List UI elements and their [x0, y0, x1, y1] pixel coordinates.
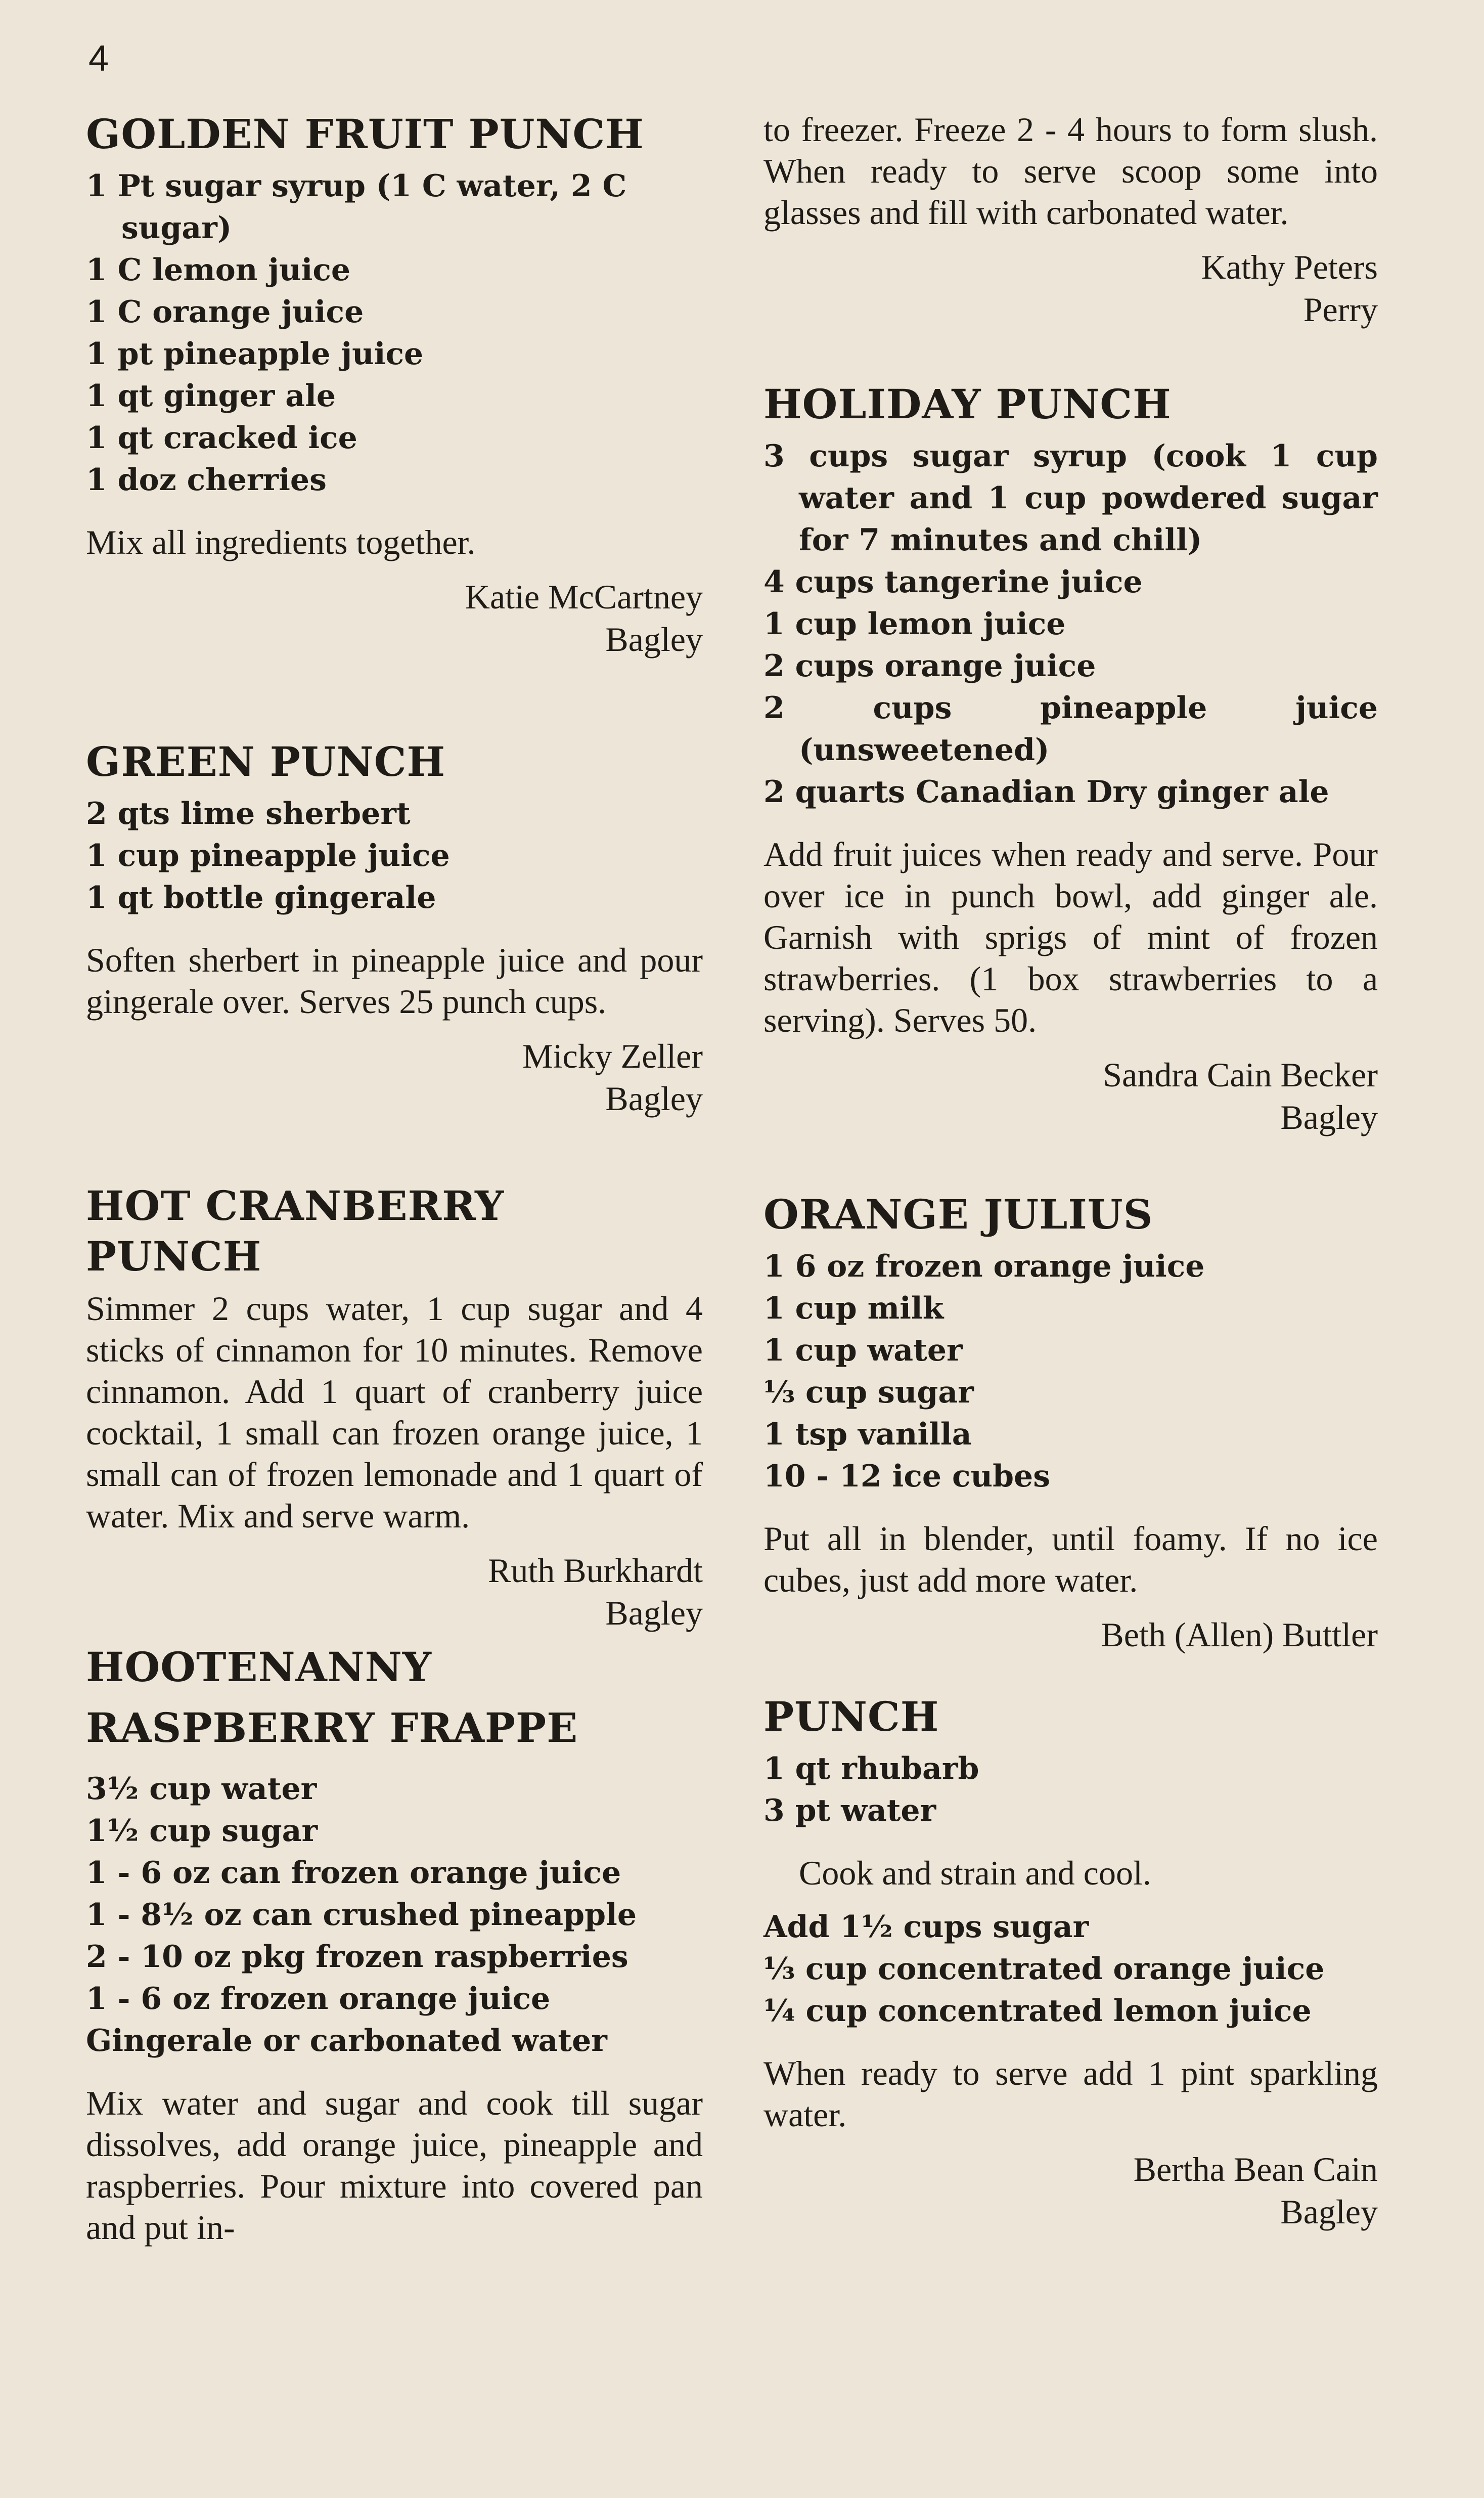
recipe-golden-fruit-punch — [86, 109, 703, 661]
ingredient: 1 doz cherries — [86, 462, 327, 498]
credit-name: Micky Zeller — [522, 1037, 703, 1075]
ingredient-list — [86, 793, 703, 919]
recipe-directions: Simmer 2 cups water, 1 cup sugar and 4 sticks of cinnamon for 10 minutes. Remove cinnamon. Add 1 quart of cranberry juice cocktail, 1 small can frozen orange juice, 1 small can of frozen lemonade and 1 quart of water. Mix and serve warm. — [86, 1289, 703, 1535]
ingredient: 2 quarts Canadian Dry ginger ale — [763, 774, 1329, 810]
ingredient: 2 cups orange juice — [763, 648, 1096, 684]
right-column — [763, 109, 1378, 2233]
ingredient-list — [763, 1246, 1378, 1498]
recipe-title: HOLIDAY PUNCH — [763, 380, 1172, 428]
recipe-title-line2: PUNCH — [86, 1233, 262, 1280]
credit-name: Katie McCartney — [465, 578, 703, 616]
recipe-step: Cook and strain and cool. — [799, 1854, 1151, 1892]
ingredient: 10 - 12 ice cubes — [763, 1459, 1051, 1494]
page-number: 4 — [88, 38, 109, 79]
ingredient: 1 tsp vanilla — [763, 1417, 972, 1452]
ingredient: ¼ cup concentrated lemon juice — [763, 1993, 1312, 2029]
recipe-title: GREEN PUNCH — [86, 738, 446, 785]
recipe-directions: Mix all ingredients together. — [86, 523, 476, 561]
recipe-title-line1: HOT CRANBERRY — [86, 1182, 505, 1230]
ingredient: ⅓ cup sugar — [763, 1375, 974, 1410]
recipe-title: PUNCH — [763, 1693, 939, 1740]
ingredient: 1 C orange juice — [86, 294, 364, 330]
recipe-green-punch — [86, 736, 703, 1120]
ingredient: 1 qt cracked ice — [86, 420, 357, 456]
credit-place: Bagley — [605, 620, 703, 659]
credit-place: Bagley — [605, 1594, 703, 1632]
ingredient: 1 Pt sugar syrup (1 C water, 2 C sugar) — [86, 168, 627, 246]
recipe-directions: When ready to serve add 1 pint sparkling water. — [763, 2054, 1378, 2134]
ingredient: 1 qt bottle gingerale — [86, 880, 436, 915]
credit-place: Bagley — [605, 1079, 703, 1118]
recipe-title: GOLDEN FRUIT PUNCH — [86, 110, 644, 158]
ingredient: 2 cups pineapple juice (unsweetened) — [763, 690, 1378, 768]
recipe-hootenanny-continued — [763, 109, 1378, 331]
credit-place: Bagley — [1280, 1098, 1378, 1136]
recipe-title-line2: RASPBERRY FRAPPE — [86, 1704, 578, 1751]
recipe-directions: Add fruit juices when ready and serve. Pour over ice in punch bowl, add ginger ale. Garnish with sprigs of mint of frozen strawberries. (1 box strawberries to a serving). Serves 50. — [763, 835, 1378, 1039]
credit-name: Ruth Burkhardt — [488, 1551, 703, 1590]
ingredient: Add 1½ cups sugar — [763, 1909, 1089, 1945]
ingredient: 2 qts lime sherbert — [86, 796, 411, 831]
ingredient: 1 - 8½ oz can crushed pineapple — [86, 1897, 637, 1933]
credit-place: Bagley — [1280, 2193, 1378, 2231]
recipe-hot-cranberry-punch — [86, 1180, 703, 1634]
recipe-directions-continued: to freezer. Freeze 2 - 4 hours to form slush. When ready to serve scoop some into glasses and fill with carbonated water. — [763, 110, 1378, 232]
recipe-orange-julius — [763, 1189, 1378, 1656]
ingredient: 1 qt rhubarb — [763, 1751, 979, 1786]
ingredient: 1 C lemon juice — [86, 252, 351, 288]
recipe-directions: Put all in blender, until foamy. If no ice cubes, just add more water. — [763, 1519, 1378, 1599]
credit-name: Bertha Bean Cain — [1133, 2150, 1378, 2188]
recipe-hootenanny-raspberry-frappe — [86, 1642, 703, 2248]
ingredient: 1 qt ginger ale — [86, 378, 336, 414]
ingredient: 1 cup water — [763, 1333, 963, 1368]
ingredient: 4 cups tangerine juice — [763, 564, 1143, 600]
ingredient: ⅓ cup concentrated orange juice — [763, 1951, 1325, 1987]
credit-name: Kathy Peters — [1201, 248, 1378, 286]
recipe-title-line1: HOOTENANNY — [86, 1643, 432, 1691]
left-column — [86, 109, 703, 2261]
ingredient: 3 cups sugar syrup (cook 1 cup water and 1 cup powdered sugar for 7 minutes and chill) — [763, 439, 1378, 558]
credit-place: Perry — [1303, 290, 1378, 329]
ingredient: 1 - 6 oz can frozen orange juice — [86, 1855, 621, 1891]
credit-name: Beth (Allen) Buttler — [1101, 1615, 1378, 1654]
ingredient: 3 pt water — [763, 1793, 936, 1828]
ingredient: 2 - 10 oz pkg frozen raspberries — [86, 1939, 628, 1975]
ingredient: 1½ cup sugar — [86, 1813, 318, 1849]
ingredient-list — [86, 165, 703, 501]
recipe-directions: Soften sherbert in pineapple juice and pour gingerale over. Serves 25 punch cups. — [86, 941, 703, 1021]
ingredient: Gingerale or carbonated water — [86, 2023, 607, 2058]
ingredient: 1 cup pineapple juice — [86, 838, 450, 873]
ingredient-list — [86, 1768, 703, 2062]
ingredient-list — [763, 1906, 1378, 2032]
recipe-punch — [763, 1691, 1378, 2233]
ingredient-list — [763, 435, 1378, 813]
recipe-holiday-punch — [763, 379, 1378, 1138]
ingredient-list — [763, 1748, 1378, 1832]
ingredient: 1 pt pineapple juice — [86, 336, 424, 372]
ingredient: 1 - 6 oz frozen orange juice — [86, 1981, 551, 2017]
recipe-directions: Mix water and sugar and cook till sugar dissolves, add orange juice, pineapple and raspberries. Pour mixture into covered pan and put in- — [86, 2084, 703, 2247]
credit-name: Sandra Cain Becker — [1103, 1056, 1378, 1094]
recipe-title: ORANGE JULIUS — [763, 1191, 1153, 1238]
ingredient: 3½ cup water — [86, 1771, 317, 1807]
ingredient: 1 cup lemon juice — [763, 606, 1066, 642]
ingredient: 1 cup milk — [763, 1291, 944, 1326]
ingredient: 1 6 oz frozen orange juice — [763, 1249, 1205, 1284]
